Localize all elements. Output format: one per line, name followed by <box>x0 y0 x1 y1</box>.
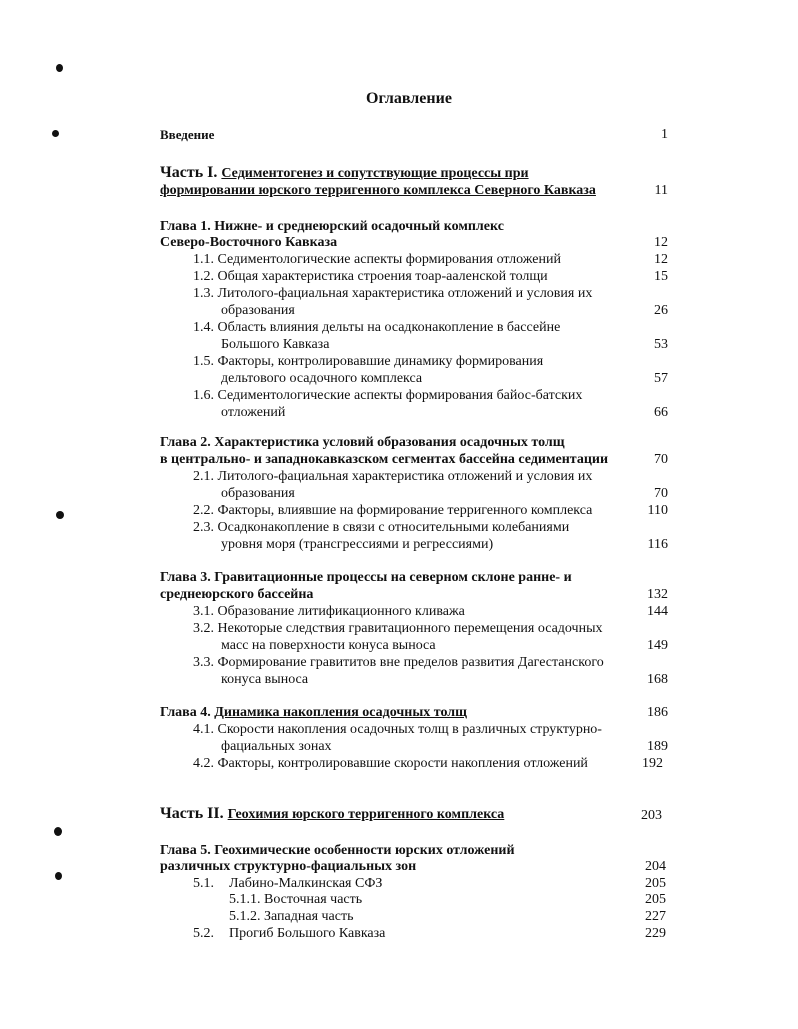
toc-entry-intro: Введение <box>160 127 215 142</box>
toc-section-1-6-line2: отложений <box>221 405 286 420</box>
toc-section-4-1-line2: фациальных зонах <box>221 739 332 754</box>
toc-section-1-3-line1: 1.3. Литолого-фациальная характеристика отложений и условия их <box>193 286 593 301</box>
toc-section-5-2: Прогиб Большого Кавказа <box>229 926 386 941</box>
toc-page-3-1: 144 <box>647 604 668 619</box>
toc-section-1-5-line2: дельтового осадочного комплекса <box>221 371 423 386</box>
toc-chapter-3-line2: среднеюрского бассейна <box>160 587 314 602</box>
toc-page-5-1: 205 <box>645 876 666 891</box>
toc-section-3-3-line1: 3.3. Формирование гравититов вне пределов развития Дагестанского <box>193 655 604 670</box>
toc-section-5-1: Лабино-Малкинская СФЗ <box>229 876 383 891</box>
toc-section-4-1-line1: 4.1. Скорости накопления осадочных толщ в различных структурно- <box>193 722 602 737</box>
part-1-title-line1: Седиментогенез и сопутствующие процессы при <box>221 166 529 181</box>
page-title: Оглавление <box>366 90 452 107</box>
scan-mark <box>54 827 62 836</box>
scan-mark <box>55 872 62 880</box>
toc-page-4-1: 189 <box>647 739 668 754</box>
toc-page-part-1: 11 <box>654 183 668 198</box>
toc-page-2-1: 70 <box>654 486 668 501</box>
toc-page-chapter-3: 132 <box>647 587 668 602</box>
toc-chapter-1-line2: Северо-Восточного Кавказа <box>160 235 338 250</box>
scan-mark <box>52 130 59 137</box>
scan-mark <box>56 511 64 519</box>
part-2-prefix: Часть II. <box>160 805 224 822</box>
toc-section-2-1-line2: образования <box>221 486 295 501</box>
toc-section-5-2-number: 5.2. <box>193 926 214 941</box>
toc-chapter-5-line2: различных структурно-фациальных зон <box>160 859 417 874</box>
toc-chapter-3-line1: Глава 3. Гравитационные процессы на северном склоне ранне- и <box>160 570 572 585</box>
toc-section-4-2: 4.2. Факторы, контролировавшие скорости накопления отложений <box>193 756 588 771</box>
toc-chapter-4 <box>160 705 467 721</box>
chapter-4-title: Динамика накопления осадочных толщ <box>214 705 467 720</box>
toc-chapter-2-line2: в центрально- и западнокавказском сегментах бассейна седиментации <box>160 452 609 467</box>
toc-page-3-3: 168 <box>647 672 668 687</box>
toc-page-chapter-1: 12 <box>654 235 668 250</box>
toc-page-2-2: 110 <box>647 503 668 518</box>
scan-mark <box>56 64 63 72</box>
toc-page-chapter-4: 186 <box>647 705 668 720</box>
toc-part-2 <box>160 806 504 823</box>
toc-section-1-3-line2: образования <box>221 303 295 318</box>
toc-page-2-3: 116 <box>647 537 668 552</box>
toc-section-1-6-line1: 1.6. Седиментологические аспекты формирования байос-батских <box>193 388 583 403</box>
toc-section-1-4-line1: 1.4. Область влияния дельты на осадконакопление в бассейне <box>193 320 561 335</box>
toc-part-1 <box>160 165 529 182</box>
part-1-title-line2: формировании юрского терригенного комплекса Северного Кавказа <box>160 183 596 198</box>
toc-section-5-1-1: 5.1.1. Восточная часть <box>229 892 363 907</box>
toc-section-3-2-line1: 3.2. Некоторые следствия гравитационного перемещения осадочных <box>193 621 603 636</box>
toc-page-5-1-2: 227 <box>645 909 666 924</box>
toc-page-1-4: 53 <box>654 337 668 352</box>
toc-section-1-2: 1.2. Общая характеристика строения тоар-ааленской толщи <box>193 269 548 284</box>
toc-page-intro: 1 <box>661 127 668 142</box>
toc-section-2-3-line1: 2.3. Осадконакопление в связи с относительными колебаниями <box>193 520 570 535</box>
toc-section-2-3-line2: уровня моря (трансгрессиями и регрессиями) <box>221 537 494 552</box>
toc-section-1-5-line1: 1.5. Факторы, контролировавшие динамику формирования <box>193 354 544 369</box>
toc-page-1-2: 15 <box>654 269 668 284</box>
toc-section-2-2: 2.2. Факторы, влиявшие на формирование терригенного комплекса <box>193 503 593 518</box>
toc-section-1-4-line2: Большого Кавказа <box>221 337 330 352</box>
toc-page-3-2: 149 <box>647 638 668 653</box>
toc-page-1-1: 12 <box>654 252 668 267</box>
toc-section-3-1: 3.1. Образование литификационного кливажа <box>193 604 465 619</box>
toc-page-1-5: 57 <box>654 371 668 386</box>
toc-page-1-3: 26 <box>654 303 668 318</box>
toc-page-1-6: 66 <box>654 405 668 420</box>
toc-page-5-2: 229 <box>645 926 666 941</box>
toc-page-chapter-5: 204 <box>645 859 666 874</box>
toc-page-5-1-1: 205 <box>645 892 666 907</box>
toc-chapter-5-line1: Глава 5. Геохимические особенности юрских отложений <box>160 843 515 858</box>
toc-section-5-1-number: 5.1. <box>193 876 214 891</box>
toc-section-2-1-line1: 2.1. Литолого-фациальная характеристика отложений и условия их <box>193 469 593 484</box>
toc-section-5-1-2: 5.1.2. Западная часть <box>229 909 354 924</box>
toc-section-3-3-line2: конуса выноса <box>221 672 309 687</box>
toc-page-4-2: 192 <box>642 756 663 771</box>
chapter-4-prefix: Глава 4. <box>160 705 211 720</box>
toc-chapter-1-line1: Глава 1. Нижне- и среднеюрский осадочный комплекс <box>160 219 504 234</box>
part-1-prefix: Часть I. <box>160 164 218 181</box>
toc-page-chapter-2: 70 <box>654 452 668 467</box>
toc-section-1-1: 1.1. Седиментологические аспекты формирования отложений <box>193 252 561 267</box>
toc-section-3-2-line2: масс на поверхности конуса выноса <box>221 638 436 653</box>
toc-chapter-2-line1: Глава 2. Характеристика условий образования осадочных толщ <box>160 435 565 450</box>
toc-page-part-2: 203 <box>641 808 662 823</box>
part-2-title: Геохимия юрского терригенного комплекса <box>227 807 505 822</box>
